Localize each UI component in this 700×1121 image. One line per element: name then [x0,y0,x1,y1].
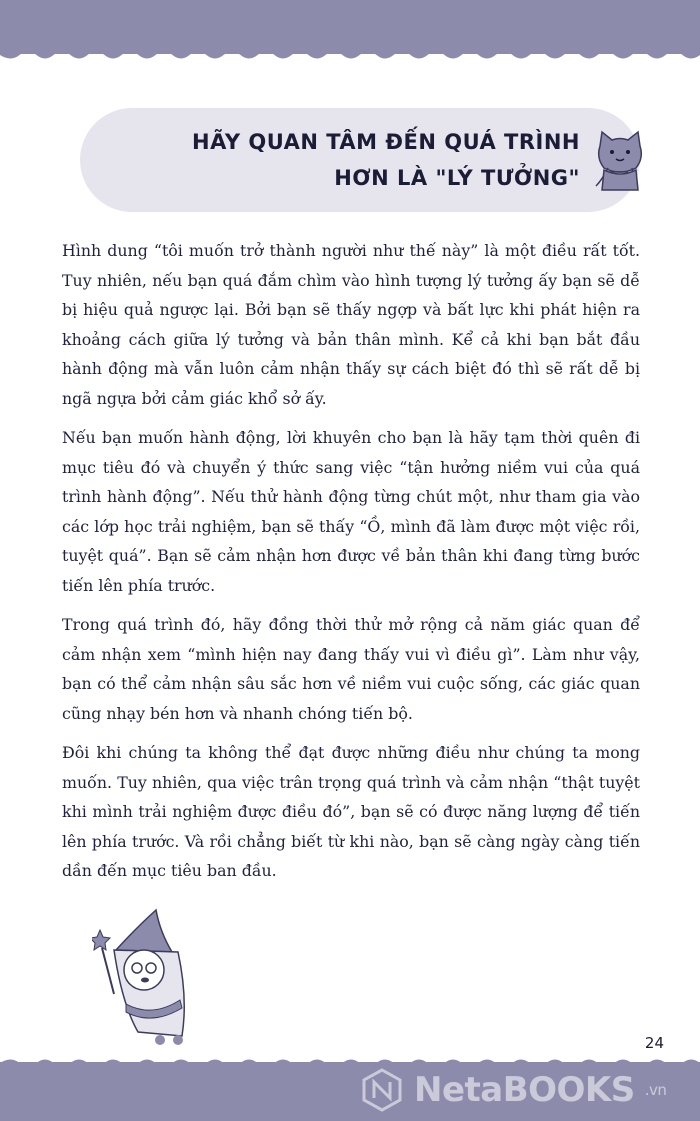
page-number: 24 [644,1034,664,1052]
watermark [360,1066,666,1114]
watermark-suffix: .vn [644,1081,667,1099]
netabooks-logo-icon [360,1068,404,1112]
wizard-girl-illustration [92,908,202,1048]
paragraph: Hình dung “tôi muốn trở thành người như thế này” là một điều rất tốt. Tuy nhiên, nếu bạn quá đắm chìm vào hình tượng lý tưởng ấy bạn sẽ dễ bị hiệu quả ngược lại. Bởi bạn sẽ thấy ngợp và bất lực khi phát hiện ra khoảng cách giữa lý tưởng và bản thân mình. Kể cả khi bạn bắt đầu hành động mà vẫn luôn cảm nhận thấy sự cách biệt đó thì sẽ rất dễ bị ngã ngựa bởi cảm giác khổ sở ấy. [62,241,640,408]
body-text [62,236,640,896]
paragraph: Nếu bạn muốn hành động, lời khuyên cho bạn là hãy tạm thời quên đi mục tiêu đó và chuyển ý thức sang việc “tận hưởng niềm vui của quá trình hành động”. Nếu thử hành động từng chút một, như tham gia vào các lớp học trải nghiệm, bạn sẽ thấy “Ồ, mình đã làm được một việc rồi, tuyệt quá”. Bạn sẽ cảm nhận hơn được về bản thân khi đang từng bước tiến lên phía trước. [62,428,640,595]
title-line-1: HÃY QUAN TÂM ĐẾN QUÁ TRÌNH [192,130,580,154]
paragraph: Trong quá trình đó, hãy đồng thời thử mở rộng cả năm giác quan để cảm nhận xem “mình hiện nay đang thấy vui vì điều gì”. Làm như vậy, bạn có thể cảm nhận sâu sắc hơn về niềm vui cuộc sống, các giác quan cũng nhạy bén hơn và nhanh chóng tiến bộ. [62,615,640,723]
title-line-2: HƠN LÀ "LÝ TƯỞNG" [334,166,580,190]
paragraph: Đôi khi chúng ta không thể đạt được những điều như chúng ta mong muốn. Tuy nhiên, qua việc trân trọng quá trình và cảm nhận “thật tuyệt khi mình trải nghiệm được điều đó”, bạn sẽ có được năng lượng để tiến lên phía trước. Và rồi chẳng biết từ khi nào, bạn sẽ càng ngày càng tiến dần đến mục tiêu ban đầu. [62,743,640,880]
page-title [192,124,580,196]
top-wave-edge [0,48,700,62]
top-decorative-band [0,0,700,54]
watermark-brand: NetaBOOKS [414,1070,635,1110]
cat-mascot-icon [592,128,648,192]
